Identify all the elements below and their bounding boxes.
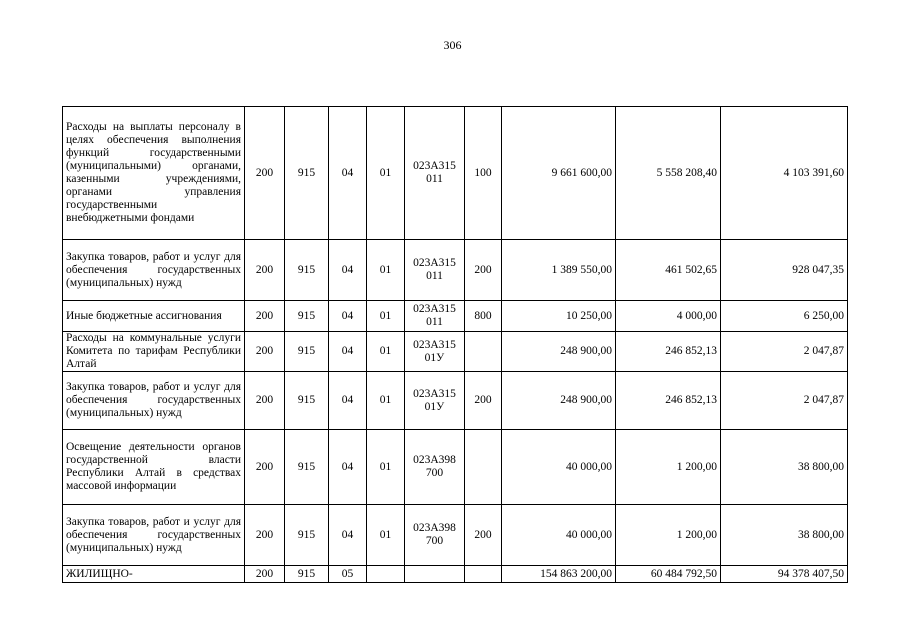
department-code-cell: 915 (285, 372, 329, 430)
target-article-line-2: 700 (425, 467, 444, 479)
target-article-cell (405, 107, 465, 240)
subsection-code-cell: 01 (367, 372, 405, 430)
amount-executed-cell: 60 484 792,50 (616, 566, 721, 583)
subsection-code-cell: 01 (367, 505, 405, 566)
amount-executed-cell: 246 852,13 (616, 372, 721, 430)
subsection-code-cell: 01 (367, 430, 405, 505)
amount-remaining-cell: 2 047,87 (721, 372, 848, 430)
target-article-cell (405, 332, 465, 372)
budget-table (62, 106, 848, 583)
expense-type-cell (465, 430, 502, 505)
target-article-line-2: 011 (426, 270, 443, 282)
amount-executed-cell: 5 558 208,40 (616, 107, 721, 240)
amount-remaining-cell: 4 103 391,60 (721, 107, 848, 240)
department-code-cell: 915 (285, 107, 329, 240)
amount-executed-cell: 1 200,00 (616, 430, 721, 505)
table-row (63, 107, 848, 240)
target-article-line-1: 023А315 (413, 160, 456, 172)
admin-code-cell: 200 (245, 240, 285, 301)
target-article-line-1: 023А398 (413, 454, 456, 466)
target-article-cell (405, 430, 465, 505)
section-code-cell: 04 (329, 430, 367, 505)
department-code-cell: 915 (285, 566, 329, 583)
amount-executed-cell: 461 502,65 (616, 240, 721, 301)
department-code-cell: 915 (285, 301, 329, 332)
table-row (63, 240, 848, 301)
row-description: Расходы на коммунальные услуги Комитета по тарифам Республики Алтай (63, 332, 245, 372)
subsection-code-cell: 01 (367, 240, 405, 301)
target-article-line-1: 023А315 (413, 257, 456, 269)
budget-table-body (63, 107, 848, 583)
amount-planned-cell: 40 000,00 (502, 430, 616, 505)
target-article-cell (405, 566, 465, 583)
amount-planned-cell: 10 250,00 (502, 301, 616, 332)
amount-remaining-cell: 2 047,87 (721, 332, 848, 372)
subsection-code-cell: 01 (367, 107, 405, 240)
target-article-line-2: 700 (425, 535, 444, 547)
amount-planned-cell: 9 661 600,00 (502, 107, 616, 240)
target-article-line-2: 01У (424, 351, 445, 364)
table-row (63, 430, 848, 505)
section-code-cell: 04 (329, 372, 367, 430)
admin-code-cell: 200 (245, 107, 285, 240)
row-description: Освещение деятельности органов государственной власти Республики Алтай в средствах массовой информации (63, 430, 245, 505)
target-article-line-2: 011 (426, 316, 443, 328)
row-description: Закупка товаров, работ и услуг для обеспечения государственных (муниципальных) нужд (63, 505, 245, 566)
admin-code-cell: 200 (245, 332, 285, 372)
admin-code-cell: 200 (245, 372, 285, 430)
amount-planned-cell: 248 900,00 (502, 372, 616, 430)
admin-code-cell: 200 (245, 505, 285, 566)
target-article-line-2: 01У (424, 400, 445, 413)
row-description: Иные бюджетные ассигнования (63, 301, 245, 332)
expense-type-cell: 200 (465, 372, 502, 430)
target-article-cell (405, 372, 465, 430)
admin-code-cell: 200 (245, 301, 285, 332)
table-row (63, 332, 848, 372)
department-code-cell: 915 (285, 332, 329, 372)
target-article-line-1: 023А315 (413, 303, 456, 315)
amount-planned-cell: 40 000,00 (502, 505, 616, 566)
expense-type-cell (465, 332, 502, 372)
expense-type-cell (465, 566, 502, 583)
amount-executed-cell: 246 852,13 (616, 332, 721, 372)
amount-remaining-cell: 928 047,35 (721, 240, 848, 301)
amount-remaining-cell: 6 250,00 (721, 301, 848, 332)
section-code-cell: 04 (329, 505, 367, 566)
amount-executed-cell: 1 200,00 (616, 505, 721, 566)
department-code-cell: 915 (285, 430, 329, 505)
amount-planned-cell: 1 389 550,00 (502, 240, 616, 301)
amount-executed-cell: 4 000,00 (616, 301, 721, 332)
section-code-cell: 04 (329, 240, 367, 301)
section-code-cell: 04 (329, 332, 367, 372)
table-row (63, 566, 848, 583)
department-code-cell: 915 (285, 240, 329, 301)
amount-planned-cell: 154 863 200,00 (502, 566, 616, 583)
subsection-code-cell (367, 566, 405, 583)
page-number: 306 (443, 38, 462, 52)
row-description: Закупка товаров, работ и услуг для обеспечения государственных (муниципальных) нужд (63, 372, 245, 430)
table-row (63, 372, 848, 430)
department-code-cell: 915 (285, 505, 329, 566)
expense-type-cell: 200 (465, 240, 502, 301)
amount-remaining-cell: 94 378 407,50 (721, 566, 848, 583)
amount-planned-cell: 248 900,00 (502, 332, 616, 372)
admin-code-cell: 200 (245, 566, 285, 583)
expense-type-cell: 100 (465, 107, 502, 240)
subsection-code-cell: 01 (367, 332, 405, 372)
section-code-cell: 04 (329, 107, 367, 240)
subsection-code-cell: 01 (367, 301, 405, 332)
amount-remaining-cell: 38 800,00 (721, 505, 848, 566)
target-article-cell (405, 301, 465, 332)
section-code-cell: 04 (329, 301, 367, 332)
target-article-line-1: 023А398 (413, 522, 456, 534)
target-article-line-2: 011 (426, 173, 443, 185)
target-article-cell (405, 505, 465, 566)
section-code-cell: 05 (329, 566, 367, 583)
target-article-line-1: 023А315 (413, 338, 456, 351)
table-row (63, 301, 848, 332)
admin-code-cell: 200 (245, 430, 285, 505)
row-description: ЖИЛИЩНО- (63, 566, 245, 583)
target-article-cell (405, 240, 465, 301)
amount-remaining-cell: 38 800,00 (721, 430, 848, 505)
row-description: Расходы на выплаты персоналу в целях обеспечения выполнения функций государственными (муниципальными) органами, казенными учреждениями, органами управления государственными внебюджетными фондами (63, 107, 245, 240)
expense-type-cell: 200 (465, 505, 502, 566)
table-row (63, 505, 848, 566)
row-description: Закупка товаров, работ и услуг для обеспечения государственных (муниципальных) нужд (63, 240, 245, 301)
expense-type-cell: 800 (465, 301, 502, 332)
target-article-line-1: 023А315 (413, 387, 456, 400)
